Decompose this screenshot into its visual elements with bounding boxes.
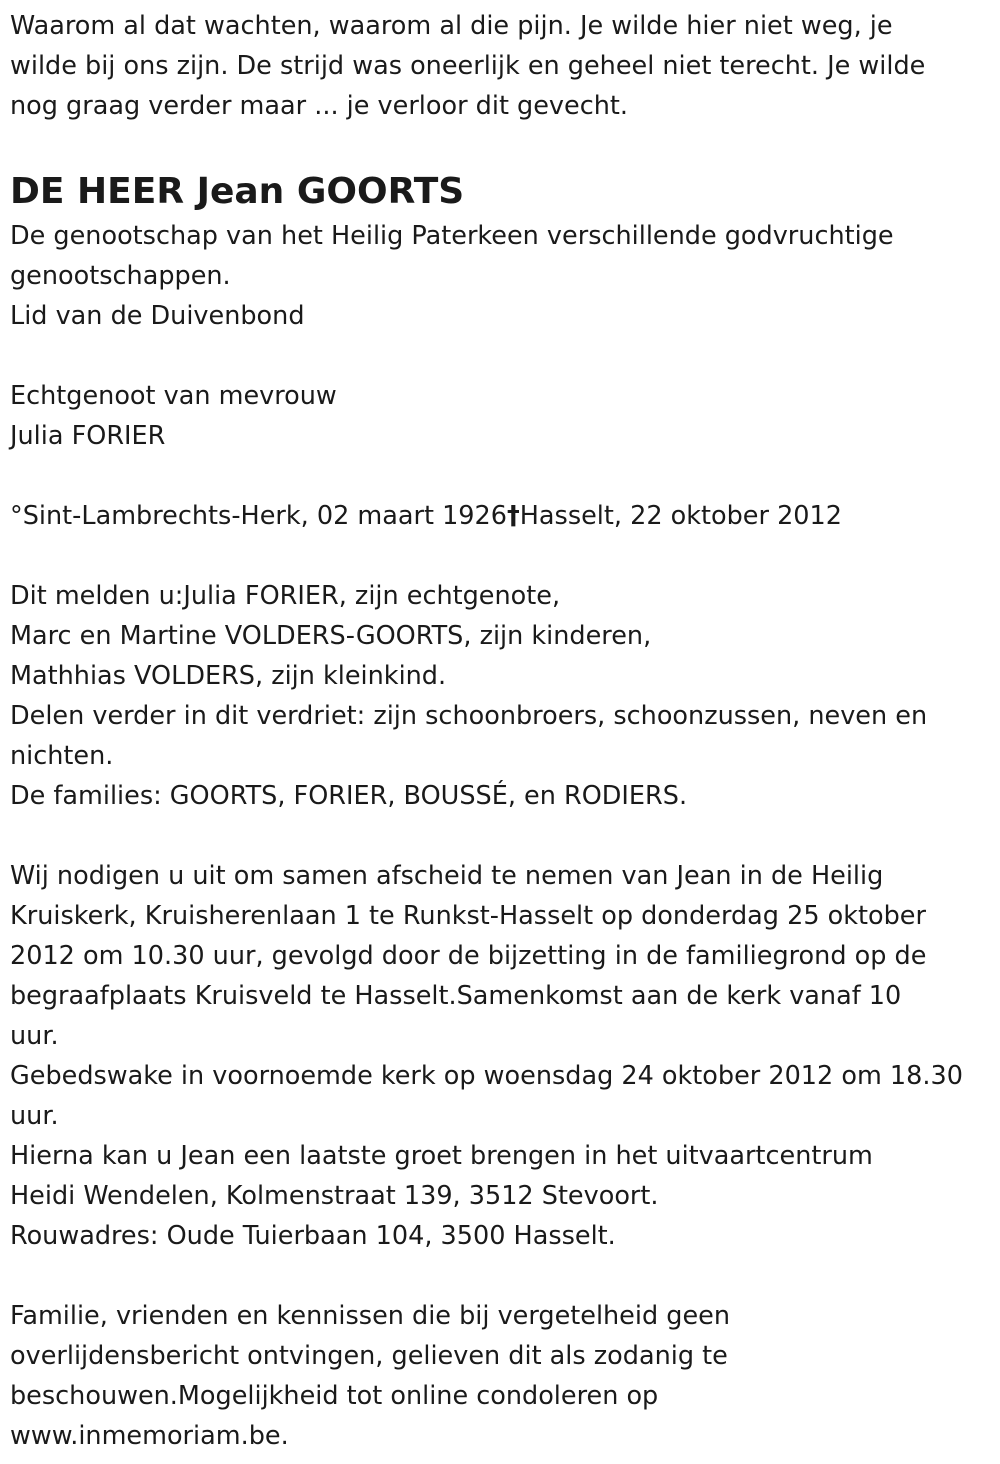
spouse-line: Echtgenoot van mevrouw	[10, 381, 337, 411]
family-line: Mathhias VOLDERS, zijn kleinkind.	[10, 661, 447, 691]
paragraph-gap	[10, 456, 995, 496]
ceremony-line: 2012 om 10.30 uur, gevolgd door de bijzetting in de familiegrond op de	[10, 941, 927, 971]
family-line: Marc en Martine VOLDERS-GOORTS, zijn kinderen,	[10, 621, 652, 651]
life-dates-line	[10, 496, 995, 536]
poem-block	[10, 6, 995, 126]
closing-line: overlijdensbericht ontvingen, gelieven dit als zodanig te	[10, 1341, 728, 1371]
paragraph-gap	[10, 336, 995, 376]
family-block	[10, 576, 995, 816]
affiliations-block	[10, 216, 995, 336]
ceremony-line: Kruiskerk, Kruisherenlaan 1 te Runkst-Hasselt op donderdag 25 oktober	[10, 901, 926, 931]
ceremony-line: Wij nodigen u uit om samen afscheid te nemen van Jean in de Heilig	[10, 861, 884, 891]
closing-line: Familie, vrienden en kennissen die bij vergetelheid geen	[10, 1301, 730, 1331]
death-date: Hasselt, 22 oktober 2012	[519, 501, 842, 531]
closing-block	[10, 1296, 995, 1456]
paragraph-gap	[10, 536, 995, 576]
ceremony-line: uur.	[10, 1021, 59, 1051]
affiliation-line: Lid van de Duivenbond	[10, 301, 305, 331]
cross-icon: †	[506, 501, 520, 531]
family-line: Dit melden u:Julia FORIER, zijn echtgenote,	[10, 581, 561, 611]
birth-date: °Sint-Lambrechts-Herk, 02 maart 1926	[10, 501, 507, 531]
poem-line: wilde bij ons zijn. De strijd was oneerlijk en geheel niet terecht. Je wilde	[10, 51, 926, 81]
poem-line: nog graag verder maar ... je verloor dit gevecht.	[10, 91, 628, 121]
affiliation-line: De genootschap van het Heilig Paterkeen verschillende godvruchtige	[10, 221, 894, 251]
closing-line: beschouwen.Mogelijkheid tot online condoleren op	[10, 1381, 659, 1411]
ceremony-line: Hierna kan u Jean een laatste groet brengen in het uitvaartcentrum	[10, 1141, 873, 1171]
family-line: De families: GOORTS, FORIER, BOUSSÉ, en RODIERS.	[10, 781, 688, 811]
deceased-name-heading: DE HEER Jean GOORTS	[10, 171, 465, 212]
affiliation-line: genootschappen.	[10, 261, 231, 291]
ceremony-block	[10, 856, 995, 1256]
family-line: nichten.	[10, 741, 114, 771]
ceremony-line: Rouwadres: Oude Tuierbaan 104, 3500 Hasselt.	[10, 1221, 616, 1251]
paragraph-gap	[10, 816, 995, 856]
ceremony-line: Gebedswake in voornoemde kerk op woensdag 24 oktober 2012 om 18.30	[10, 1061, 963, 1091]
ceremony-line: begraafplaats Kruisveld te Hasselt.Samenkomst aan de kerk vanaf 10	[10, 981, 902, 1011]
poem-line: Waarom al dat wachten, waarom al die pijn. Je wilde hier niet weg, je	[10, 11, 893, 41]
paragraph-gap	[10, 1256, 995, 1296]
family-line: Delen verder in dit verdriet: zijn schoonbroers, schoonzussen, neven en	[10, 701, 928, 731]
ceremony-line: Heidi Wendelen, Kolmenstraat 139, 3512 Stevoort.	[10, 1181, 659, 1211]
ceremony-line: uur.	[10, 1101, 59, 1131]
obituary-document	[10, 6, 995, 1456]
spouse-line: Julia FORIER	[10, 421, 166, 451]
spouse-block	[10, 376, 995, 456]
closing-line: www.inmemoriam.be.	[10, 1421, 289, 1451]
